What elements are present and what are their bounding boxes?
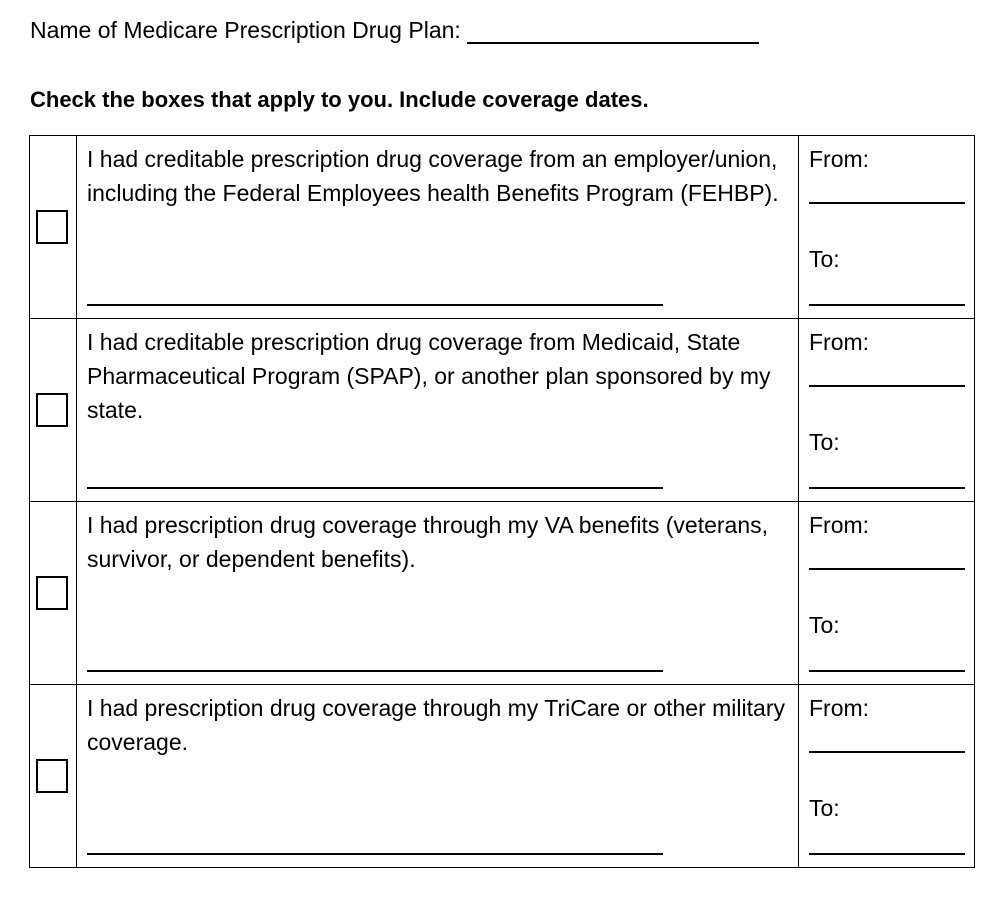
to-date-field[interactable] <box>809 670 965 672</box>
coverage-details-field[interactable] <box>87 487 663 489</box>
to-label: To: <box>809 795 840 821</box>
coverage-row-va <box>30 502 975 685</box>
dates-cell <box>799 319 975 502</box>
from-date-field[interactable] <box>809 202 965 204</box>
coverage-row-medicaid <box>30 319 975 502</box>
coverage-details-field[interactable] <box>87 670 663 672</box>
employer-coverage-checkbox[interactable] <box>36 210 68 244</box>
description-cell <box>77 502 799 685</box>
plan-name-field[interactable] <box>467 12 759 44</box>
plan-name-label: Name of Medicare Prescription Drug Plan: <box>30 17 461 43</box>
coverage-details-field[interactable] <box>87 304 663 306</box>
from-date-field[interactable] <box>809 385 965 387</box>
medicaid-coverage-checkbox[interactable] <box>36 393 68 427</box>
tricare-coverage-checkbox[interactable] <box>36 759 68 793</box>
to-date-field[interactable] <box>809 304 965 306</box>
from-date-field[interactable] <box>809 568 965 570</box>
checkbox-cell <box>30 502 77 685</box>
plan-name-line <box>30 12 759 44</box>
description-cell <box>77 136 799 319</box>
coverage-table <box>29 135 975 868</box>
from-date-field[interactable] <box>809 751 965 753</box>
coverage-description: I had creditable prescription drug coverage from an employer/union, including the Federal Employees health Benefits Program (FEHBP). <box>87 146 779 206</box>
from-label: From: <box>809 146 870 172</box>
checkbox-cell <box>30 136 77 319</box>
checkbox-cell <box>30 319 77 502</box>
to-label: To: <box>809 612 840 638</box>
dates-cell <box>799 685 975 868</box>
from-label: From: <box>809 695 870 721</box>
from-label: From: <box>809 512 870 538</box>
to-date-field[interactable] <box>809 487 965 489</box>
description-cell <box>77 319 799 502</box>
dates-cell <box>799 136 975 319</box>
description-cell <box>77 685 799 868</box>
to-date-field[interactable] <box>809 853 965 855</box>
to-label: To: <box>809 429 840 455</box>
coverage-description: I had prescription drug coverage through my VA benefits (veterans, survivor, or dependent benefits). <box>87 512 769 572</box>
coverage-row-tricare <box>30 685 975 868</box>
instruction-heading: Check the boxes that apply to you. Include coverage dates. <box>30 87 649 112</box>
coverage-row-employer <box>30 136 975 319</box>
coverage-details-field[interactable] <box>87 853 663 855</box>
coverage-description: I had prescription drug coverage through my TriCare or other military coverage. <box>87 695 785 755</box>
va-coverage-checkbox[interactable] <box>36 576 68 610</box>
checkbox-cell <box>30 685 77 868</box>
coverage-description: I had creditable prescription drug coverage from Medicaid, State Pharmaceutical Program (SPAP), or another plan sponsored by my state. <box>87 329 771 423</box>
dates-cell <box>799 502 975 685</box>
from-label: From: <box>809 329 870 355</box>
to-label: To: <box>809 246 840 272</box>
